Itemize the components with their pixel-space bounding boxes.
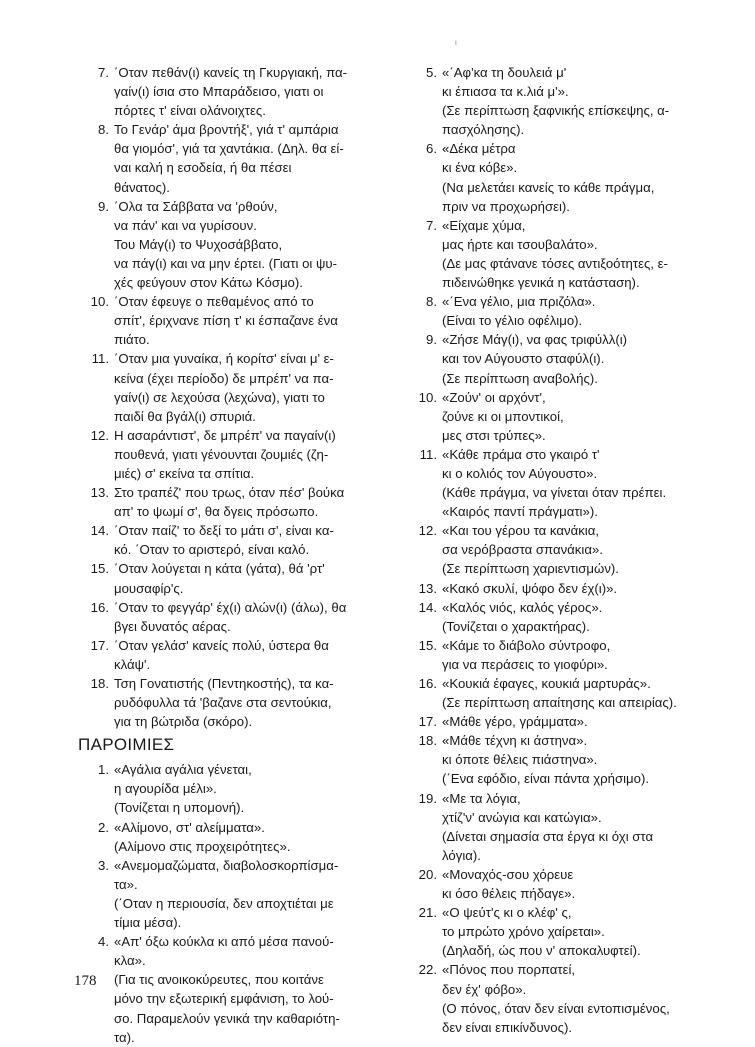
item-number: 10. <box>90 294 109 310</box>
text-line: κι έπιασα τα κ.λιά μ'». <box>442 84 569 100</box>
text-line: σα νερόβραστα σπανάκια». <box>442 542 603 558</box>
text-line: γαίν(ι) ίσια στο Μπαράδεισο, γιατι οι <box>114 84 324 100</box>
item-number: 6. <box>426 141 437 157</box>
text-line: (Ο πόνος, όταν δεν είναι εντοπισμένος, <box>442 1000 670 1016</box>
item-number: 7. <box>98 65 109 80</box>
proverbs-list-left <box>80 760 380 1046</box>
item-number: 8. <box>98 122 109 138</box>
item-number: 15. <box>90 561 109 577</box>
text-line: (Κάθε πράγμα, να γίνεται όταν πρέπει. <box>442 485 667 501</box>
item-text <box>442 521 708 578</box>
text-line: ΄Οταν το φεγγάρ' έχ(ι) αλών(ι) (άλω), θα <box>114 599 347 615</box>
item-text <box>114 292 380 349</box>
text-line: για να περάσεις το γιοφύρι». <box>442 656 608 672</box>
text-line: Στο τραπέζ' που τρως, όταν πέσ' βούκα <box>114 485 345 501</box>
list-item <box>80 292 380 349</box>
item-number: 17. <box>418 714 437 730</box>
text-line: (Για τις ανοικοκύρευτες, που κοιτάνε <box>114 972 324 988</box>
item-text <box>442 960 708 1036</box>
item-number: 17. <box>90 637 109 653</box>
text-line: δεν είναι επικίνδυνος). <box>442 1019 573 1035</box>
superstitions-list <box>80 63 380 731</box>
text-line: σπίτ', έριχνανε πίση τ' κι έσπαζανε ένα <box>114 313 338 329</box>
text-line: (΄Οταν η περιουσία, δεν αποχτιέται με <box>114 895 334 911</box>
list-item <box>408 960 708 1036</box>
item-number: 19. <box>418 790 437 806</box>
item-number: 8. <box>426 294 437 310</box>
text-line: «Πόνος που πορπατεί, <box>442 962 576 978</box>
item-text <box>114 197 380 292</box>
item-text <box>442 865 708 903</box>
text-line: ΄Οταν παίζ' το δεξί το μάτι σ', είναι κα- <box>114 523 334 539</box>
list-item <box>80 349 380 425</box>
text-line: (Να μελετάει κανείς το κάθε πράγμα, <box>442 179 655 195</box>
item-number: 9. <box>98 198 109 214</box>
section-heading: ΠΑΡΟΙΜΙΕΣ <box>78 735 175 755</box>
item-number: 16. <box>90 599 109 615</box>
text-line: να πάν' και να γυρίσουν. <box>114 217 257 233</box>
list-item <box>408 216 708 292</box>
text-line: «Δέκα μέτρα <box>442 141 516 157</box>
text-line: «Απ' όξω κούκλα κι από μέσα πανού- <box>114 934 334 950</box>
item-text <box>442 789 708 865</box>
item-number: 13. <box>418 580 437 596</box>
list-item <box>80 426 380 483</box>
item-text <box>442 731 708 788</box>
item-text <box>442 292 708 330</box>
item-text <box>114 598 380 636</box>
text-line: μουσαφίρ'ς. <box>114 580 184 596</box>
item-number: 1. <box>98 762 109 778</box>
item-text <box>114 426 380 483</box>
text-line: «Και του γέρου τα κανάκια, <box>442 523 600 539</box>
text-line: (Τονίζεται ο χαρακτήρας). <box>442 618 590 634</box>
text-line: ΄Οταν μια γυναίκα, ή κορίτσ' είναι μ' ε- <box>114 351 334 367</box>
text-line: τίμια μέσα). <box>114 915 182 931</box>
item-text <box>114 559 380 597</box>
right-column <box>408 63 708 1037</box>
text-line: (Σε περίπτωση απαίτησης και απειρίας). <box>442 695 677 711</box>
text-line: (Τονίζεται η υπομονή). <box>114 800 245 816</box>
text-line: πριν να προχωρήσει). <box>442 198 570 214</box>
proverbs-list-right <box>408 63 708 1037</box>
text-line: βγει δυνατός αέρας. <box>114 618 231 634</box>
text-line: (Σε περίπτωση αναβολής). <box>442 370 598 386</box>
item-text <box>114 674 380 731</box>
text-line: χτίζ'ν' ανώγια και κατώγια». <box>442 809 602 825</box>
item-text <box>114 818 380 856</box>
text-line: ζούνε κι οι μποντικοί, <box>442 408 564 424</box>
item-text <box>442 903 708 960</box>
list-item <box>408 674 708 712</box>
item-number: 16. <box>418 676 437 691</box>
text-line: πόρτες τ' είναι ολάνοιχτες. <box>114 103 266 119</box>
list-item <box>80 932 380 1047</box>
text-line: πουθενά, γιατι γένουνται ζουμιές (ζη- <box>114 446 329 462</box>
item-text <box>442 636 708 674</box>
text-line: κείνα (έχει περίοδο) δε μπρέπ' να πα- <box>114 370 334 386</box>
text-line: «Αλίμονο, στ' αλείμματα». <box>114 819 265 835</box>
text-line: ναι καλή η εσοδεία, ή θα πέσει <box>114 160 292 176</box>
text-line: κλα». <box>114 953 146 969</box>
list-item <box>80 856 380 932</box>
list-item <box>80 120 380 196</box>
text-line: (Είναι το γέλιο οφέλιμο). <box>442 313 583 329</box>
scan-speck: ι <box>455 38 457 47</box>
item-text <box>442 139 708 215</box>
list-item <box>408 139 708 215</box>
text-line: τα). <box>114 1029 135 1045</box>
item-number: 18. <box>418 733 437 749</box>
text-line: «Κουκιά έφαγες, κουκιά μαρτυράς». <box>442 676 651 691</box>
text-line: «Αγάλια αγάλια γένεται, <box>114 762 252 778</box>
text-line: λόγια). <box>442 847 481 863</box>
item-number: 7. <box>426 217 437 233</box>
list-item <box>80 818 380 856</box>
text-line: Του Μάγ(ι) το Ψυχοσάββατο, <box>114 236 283 252</box>
text-line: «Ο ψεύτ'ς κι ο κλέφ' ς, <box>442 905 572 921</box>
list-item <box>80 483 380 521</box>
list-item <box>80 674 380 731</box>
item-number: 10. <box>418 389 437 405</box>
text-line: «Μάθε γέρο, γράμματα». <box>442 714 588 730</box>
item-number: 12. <box>418 523 437 539</box>
item-text <box>442 330 708 387</box>
item-number: 3. <box>98 857 109 873</box>
text-line: μιές) σ' εκείνα τα σπίτια. <box>114 465 255 481</box>
list-item <box>408 598 708 636</box>
text-line: «Ζούν' οι αρχόντ', <box>442 389 546 405</box>
item-text <box>114 349 380 425</box>
item-text <box>442 216 708 292</box>
text-line: «Είχαμε χύμα, <box>442 217 526 233</box>
list-item <box>408 521 708 578</box>
item-number: 11. <box>419 446 437 462</box>
list-item <box>408 63 708 139</box>
text-line: θάνατος). <box>114 179 170 195</box>
item-number: 14. <box>418 599 437 615</box>
item-number: 12. <box>90 427 109 443</box>
list-item <box>408 388 708 445</box>
text-line: «Καιρός παντί πράγματι»). <box>442 504 598 520</box>
text-line: τα». <box>114 876 138 892</box>
item-number: 20. <box>418 866 437 882</box>
text-line: Τση Γονατιστής (Πεντηκοστής), τα κα- <box>114 676 334 691</box>
text-line: κό. ΄Οταν το αριστερό, είναι καλό. <box>114 542 310 558</box>
list-item <box>408 712 708 731</box>
text-line: μόνο την εξωτερική εμφάνιση, το λού- <box>114 991 334 1007</box>
item-text <box>442 674 708 712</box>
text-line: «Μοναχός-σου χόρευε <box>442 866 574 882</box>
text-line: (Σε περίπτωση χαριεντισμών). <box>442 561 619 577</box>
text-line: «΄Ενα γέλιο, μια πριζόλα». <box>442 294 596 310</box>
list-item <box>80 197 380 292</box>
text-line: πασχόλησης). <box>442 122 525 138</box>
list-item <box>80 559 380 597</box>
left-column <box>80 63 380 1047</box>
text-line: ΄Οταν γελάσ' κανείς πολύ, ύστερα θα <box>114 637 329 653</box>
item-number: 11. <box>91 351 109 367</box>
item-text <box>114 760 380 817</box>
list-item <box>80 63 380 120</box>
item-number: 5. <box>426 65 437 80</box>
text-line: για τη βώτριδα (σκόρο). <box>114 714 253 730</box>
item-text <box>442 63 708 139</box>
item-number: 4. <box>98 934 109 950</box>
list-item <box>408 579 708 598</box>
text-line: παιδί θα βγάλ(ι) σπυριά. <box>114 408 256 424</box>
list-item <box>408 865 708 903</box>
text-line: μας ήρτε και τσουβαλάτο». <box>442 236 598 252</box>
text-line: θα γιομόσ', γιά τα χαντάκια. (Δηλ. θα εί- <box>114 141 344 157</box>
item-text <box>114 521 380 559</box>
item-number: 13. <box>90 485 109 501</box>
item-text <box>114 932 380 1047</box>
item-number: 14. <box>90 523 109 539</box>
text-line: πιδεινώθηκε γενικά η κατάσταση). <box>442 275 640 291</box>
text-line: και τον Αύγουστο σταφύλ(ι). <box>442 351 605 367</box>
text-line: ΄Οταν πεθάν(ι) κανείς τη Γκυργιακή, πα- <box>114 65 348 80</box>
text-line: «Κακό σκυλί, ψόφο δεν έχ(ι)». <box>442 580 618 596</box>
text-line: «Ανεμομαζώματα, διαβολοσκορπίσμα- <box>114 857 339 873</box>
item-number: 9. <box>426 332 437 348</box>
item-number: 18. <box>90 676 109 691</box>
item-text <box>114 483 380 521</box>
list-item <box>408 292 708 330</box>
text-line: (Δηλαδή, ώς που ν' αποκαλυφτεί). <box>442 943 641 959</box>
text-line: γαίν(ι) σε λεχούσα (λεχώνα), γιατι το <box>114 389 325 405</box>
text-line: ΄Οταν έφευγε ο πεθαμένος από το <box>114 294 314 310</box>
text-line: (Δε μας φτάνανε τόσες αντιξοότητες, ε- <box>442 255 668 271</box>
text-line: «Καλός νιός, καλός γέρος». <box>442 599 603 615</box>
text-line: (Σε περίπτωση ξαφνικής επίσκεψης, α- <box>442 103 670 119</box>
text-line: η αγουρίδα μέλι». <box>114 781 217 797</box>
item-number: 21. <box>418 905 437 921</box>
list-item <box>408 789 708 865</box>
text-line: κι όποτε θέλεις πιάστηνα». <box>442 752 598 768</box>
text-line: μες στσι τρύπες». <box>442 427 546 443</box>
item-text <box>442 598 708 636</box>
text-line: απ' το ψωμί σ', θα δγεις πρόσωπο. <box>114 504 319 520</box>
list-item <box>408 903 708 960</box>
text-line: (΄Ενα εφόδιο, είναι πάντα χρήσιμο). <box>442 771 650 787</box>
text-line: «Κάθε πράμα στο γκαιρό τ' <box>442 446 600 462</box>
item-number: 2. <box>98 819 109 835</box>
item-text <box>442 712 708 731</box>
text-line: κι ο κολιός τον Αύγουστο». <box>442 465 598 481</box>
text-line: να πάγ(ι) και να μην έρτει. (Γιατι οι ψυ- <box>114 255 338 271</box>
item-text <box>114 856 380 932</box>
text-line: «Κάμε το διάβολο σύντροφο, <box>442 637 611 653</box>
text-line: «Ζήσε Μάγ(ι), να φας τριφύλλ(ι) <box>442 332 628 348</box>
text-line: κι όσο θέλεις πήδαγε». <box>442 886 576 902</box>
list-item <box>80 598 380 636</box>
item-number: 22. <box>418 962 437 978</box>
list-item <box>408 636 708 674</box>
text-line: ρυδόφυλλα τά 'βαζανε στα σεντούκια, <box>114 695 332 711</box>
list-item <box>80 521 380 559</box>
text-line: Η ασαράντιστ', δε μπρέπ' να παγαίν(ι) <box>114 427 336 443</box>
text-line: δεν έχ' φόβο». <box>442 981 527 997</box>
text-line: «΄Αφ'κα τη δουλειά μ' <box>442 65 567 80</box>
text-line: κλάψ'. <box>114 656 151 672</box>
text-line: Το Γενάρ' άμα βροντήξ', γιά τ' αμπάρια <box>114 122 339 138</box>
text-line: χές φεύγουν στον Κάτω Κόσμο). <box>114 275 303 291</box>
text-line: κι ένα κόβε». <box>442 160 518 176</box>
item-text <box>442 445 708 521</box>
list-item <box>408 731 708 788</box>
text-line: (Αλίμονο στις προχειρότητες». <box>114 838 291 854</box>
text-line: το μπρώτο χρόνο χαίρεται». <box>442 924 605 940</box>
text-line: «Με τα λόγια, <box>442 790 521 806</box>
item-text <box>442 388 708 445</box>
text-line: σο. Παραμελούν γενικά την καθαριότη- <box>114 1010 340 1026</box>
text-line: ΄Οταν λούγεται η κάτα (γάτα), θά 'ρτ' <box>114 561 325 577</box>
list-item <box>80 760 380 817</box>
text-line: ΄Ολα τα Σάββατα να 'ρθούν, <box>114 198 278 214</box>
item-number: 15. <box>418 637 437 653</box>
text-line: πιάτο. <box>114 332 150 348</box>
list-item <box>408 330 708 387</box>
item-text <box>114 63 380 120</box>
list-item <box>80 636 380 674</box>
item-text <box>442 579 708 598</box>
item-text <box>114 120 380 196</box>
text-line: «Μάθε τέχνη κι άστηνα». <box>442 733 588 749</box>
text-line: (Δίνεται σημασία στα έργα κι όχι στα <box>442 828 654 844</box>
page-number: 178 <box>74 973 97 989</box>
list-item <box>408 445 708 521</box>
item-text <box>114 636 380 674</box>
